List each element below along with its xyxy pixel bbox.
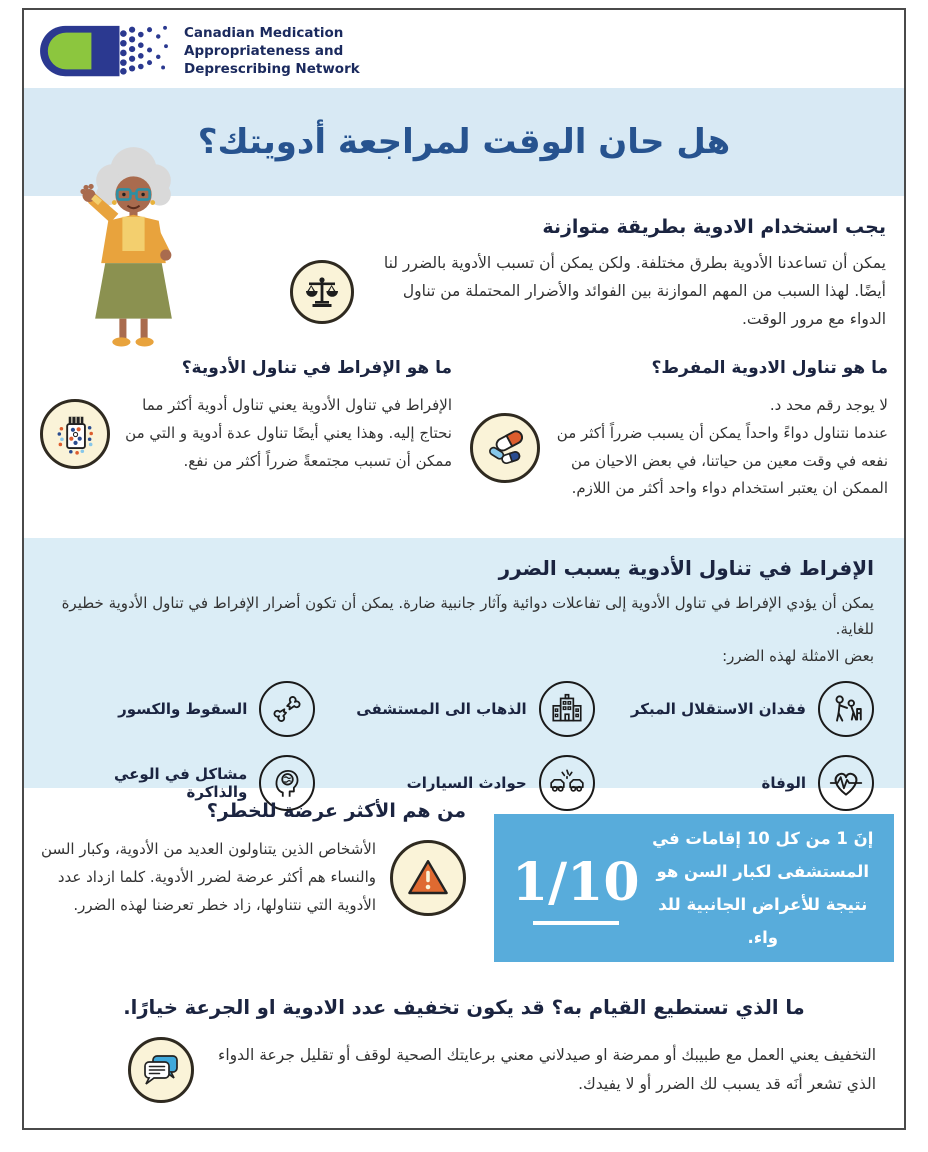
org-logo [36,20,360,82]
caregiver-icon [818,681,874,737]
risk-body: الأشخاص الذين يتناولون العديد من الأدوية، وكبار السن والنساء هم أكثر عرضة لضرر الأدوية. كلما ازداد عدد الأدوية التي نتناولها، زاد خطر تعرضنا لهذه الضرر. [41,840,376,914]
balanced-body: يمكن أن تساعدنا الأدوية بطرق مختلفة. ولكن يمكن أن تسبب الأدوية بالضرر لنا أيضًا. لهذا السبب من المهم الموازنة بين الفوائد والأضرار المحتملة من تناول الدواء مع مرور الوقت. [383,254,886,328]
harm-item-independence [613,681,874,737]
polypharmacy-heading: ما هو الإفراط في تناول الأدوية؟ [181,358,452,378]
section-risk [40,800,466,919]
action-heading: ما الذي تستطيع القيام به؟ قد يكون تخفيف عدد الادوية او الجرعة خيارًا. [123,996,805,1019]
overuse-body-line2: عندما نتناول دواءً واحداً يمكن أن يسبب ضرراً أكثر من نفعه في وقت معين من حياتنا، في بعض الاحيان من الممكن ان يعتبر استخدام دواء واحد أكثر من اللازم. [556,423,888,498]
harm-item-label: الوفاة [761,773,806,792]
polypharmacy-body: الإفراط في تناول الأدوية يعني تناول أدوية أكثر مما نحتاج إليه. وهذا يعني أيضًا تناول عدة أدوية و التي من ممكن أن تسبب مجتمعةً ضرراً أكثر من نفع. [125,396,452,470]
stat-fraction-value: 1/10 [512,851,640,913]
heart-ekg-icon [818,755,874,811]
org-name-line1: Canadian Medication [184,24,344,41]
harm-heading: الإفراط في تناول الأدوية يسبب الضرر [498,556,874,580]
section-polypharmacy-question [40,358,452,475]
page-title: هل حان الوقت لمراجعة أدويتك؟ [197,122,731,162]
overuse-body [552,392,888,503]
warning-icon [390,840,466,916]
org-name-line2: Appropriateness and [184,42,344,59]
stat-fraction [512,852,640,925]
balanced-heading: يجب استخدام الادوية بطريقة متوازنة [542,216,886,238]
harm-examples-grid [54,681,874,811]
risk-heading: من هم الأكثر عرضة للخطر؟ [206,800,466,822]
overuse-body-line1: لا يوجد رقم محد د. [769,396,888,414]
section-action [40,996,888,1103]
action-body: التخفيف يعني العمل مع طبيبك أو ممرضة او صيدلاني معني برعايتك الصحية لوقف أو تقليل جرعة الدواء الذي تشعر أنَه قد يسبب لك الضرر أو لا يفيدك. [218,1046,876,1093]
stat-text: إنَ 1 من كل 10 إقامات في المستشفى لكبار السن هو نتيجة للأعراض الجانبية للد واء. [652,829,874,947]
stat-box [494,814,894,962]
section-harm [24,538,904,801]
harm-item-label: مشاكل في الوعي والذاكرة [114,764,248,801]
balance-scale-icon [290,260,354,324]
chat-bubbles-icon [128,1037,194,1103]
harm-item-label: السقوط والكسور [118,699,248,718]
org-name [184,24,360,79]
hospital-icon [539,681,595,737]
org-name-line3: Deprescribing Network [184,61,360,78]
harm-body-examples: بعض الامثلة لهذه الضرر: [722,646,874,665]
harm-item-label: الذهاب الى المستشفى [356,699,527,718]
section-balanced-use [290,216,886,334]
elderly-woman-illustration [46,140,221,356]
broken-bone-icon [259,681,315,737]
harm-body: يمكن أن يؤدي الإفراط في تناول الأدوية إلى تفاعلات دوائية وآثار جانبية ضارة. يمكن أن تكون أضرار الإفراط في تناول الأدوية خطيرة للغاية. [61,594,874,639]
harm-item-death [613,755,874,811]
section-overuse-question [470,358,888,503]
harm-item-hospital [333,681,594,737]
harm-item-falls [54,681,315,737]
pill-bottle-icon [40,399,110,469]
overuse-heading: ما هو تناول الادوية المفرط؟ [651,358,888,378]
stat-fraction-underline [533,921,619,925]
harm-item-label: فقدان الاستقلال المبكر [630,699,806,718]
capsule-logo-icon [36,20,172,82]
harm-item-label: حوادث السيارات [406,773,527,792]
car-crash-icon [539,755,595,811]
pills-icon [470,413,540,483]
